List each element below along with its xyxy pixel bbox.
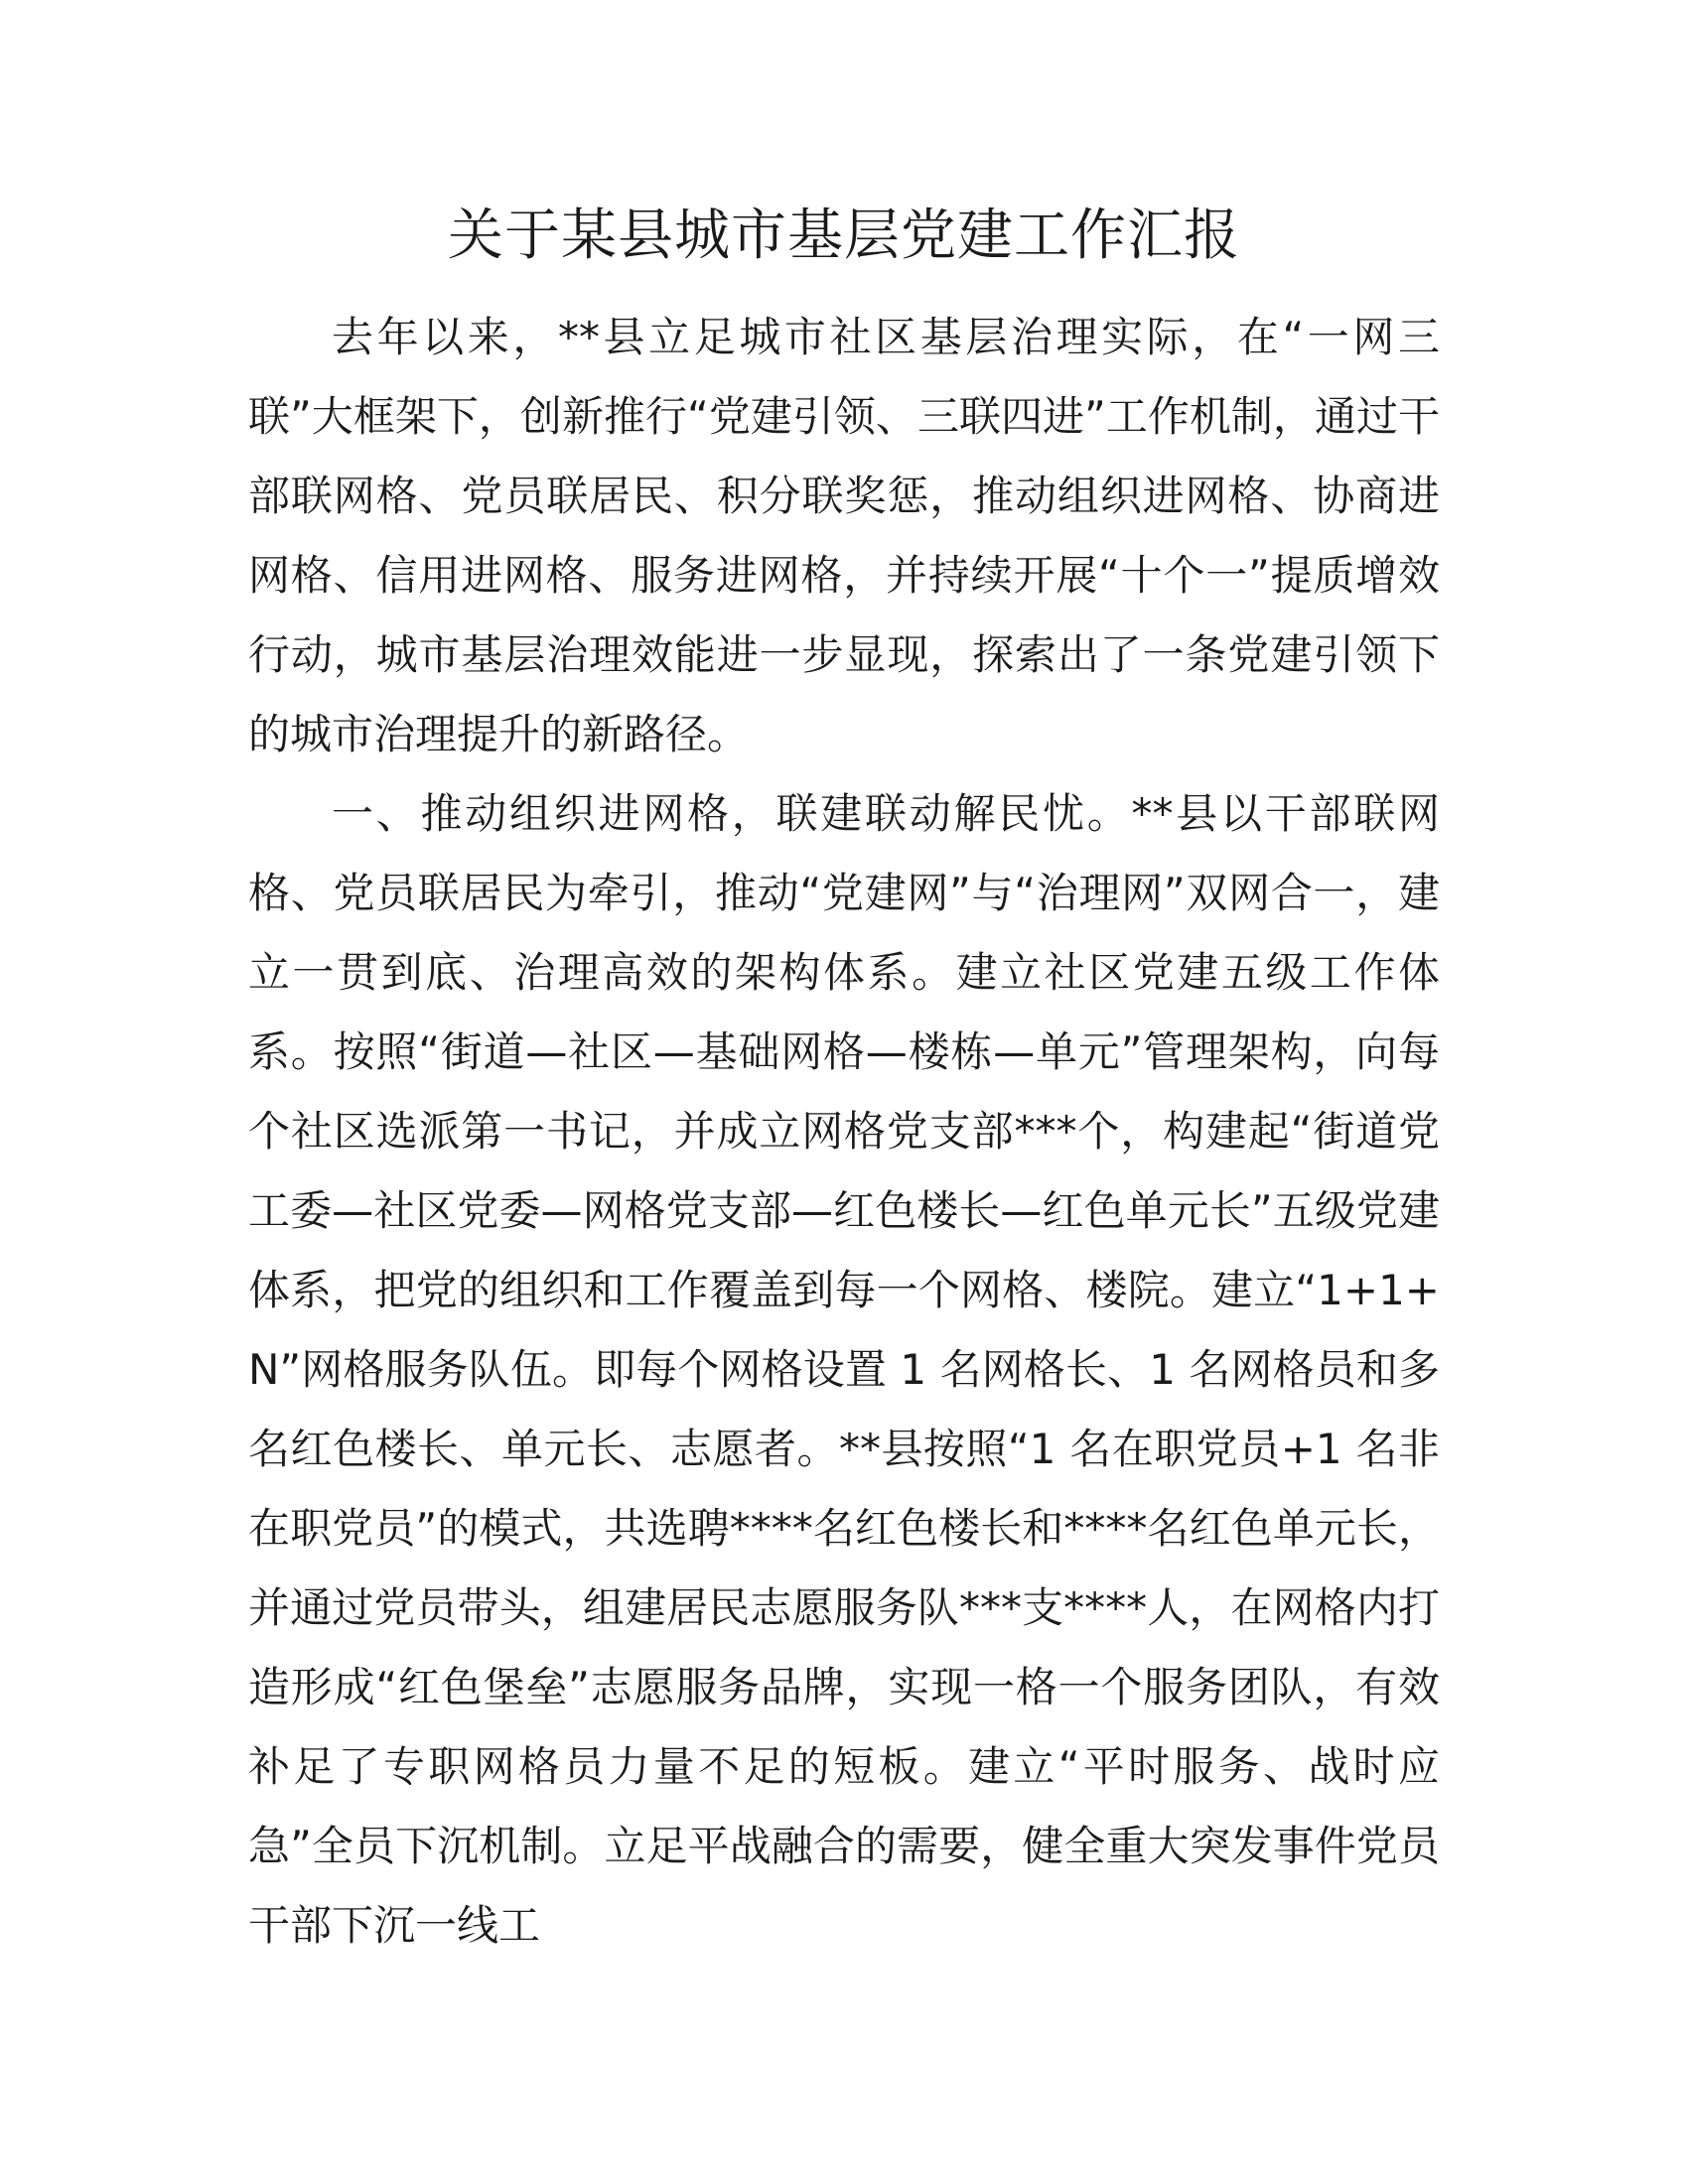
document-body [248, 298, 1440, 1966]
document-title: 关于某县城市基层党建工作汇报 [448, 204, 1240, 268]
paragraph-section-one: 一、推动组织进网格，联建联动解民忧。**县以干部联网格、党员联居民为牵引，推动“党建网”与“治理网”双网合一，建立一贯到底、治理高效的架构体系。建立社区党建五级工作体系。按照“街道—社区—基础网格—楼栋—单元”管理架构，向每个社区选派第一书记，并成立网格党支部***个，构建起“街道党工委—社区党委—网格党支部—红色楼长—红色单元长”五级党建体系，把党的组织和工作覆盖到每一个网格、楼院。建立“1+1+N”网格服务队伍。即每个网格设置 1 名网格长、1 名网格员和多名红色楼长、单元长、志愿者。**县按照“1 名在职党员+1 名非在职党员”的模式，共选聘****名红色楼长和****名红色单元长，并通过党员带头，组建居民志愿服务队***支****人，在网格内打造形成“红色堡垒”志愿服务品牌，实现一格一个服务团队，有效补足了专职网格员力量不足的短板。建立“平时服务、战时应急”全员下沉机制。立足平战融合的需要，健全重大突发事件党员干部下沉一线工 [248, 789, 1440, 1950]
paragraph-intro: 去年以来，**县立足城市社区基层治理实际，在“一网三联”大框架下，创新推行“党建引领、三联四进”工作机制，通过干部联网格、党员联居民、积分联奖惩，推动组织进网格、协商进网格、信用进网格、服务进网格，并持续开展“十个一”提质增效行动，城市基层治理效能进一步显现，探索出了一条党建引领下的城市治理提升的新路径。 [248, 313, 1440, 758]
